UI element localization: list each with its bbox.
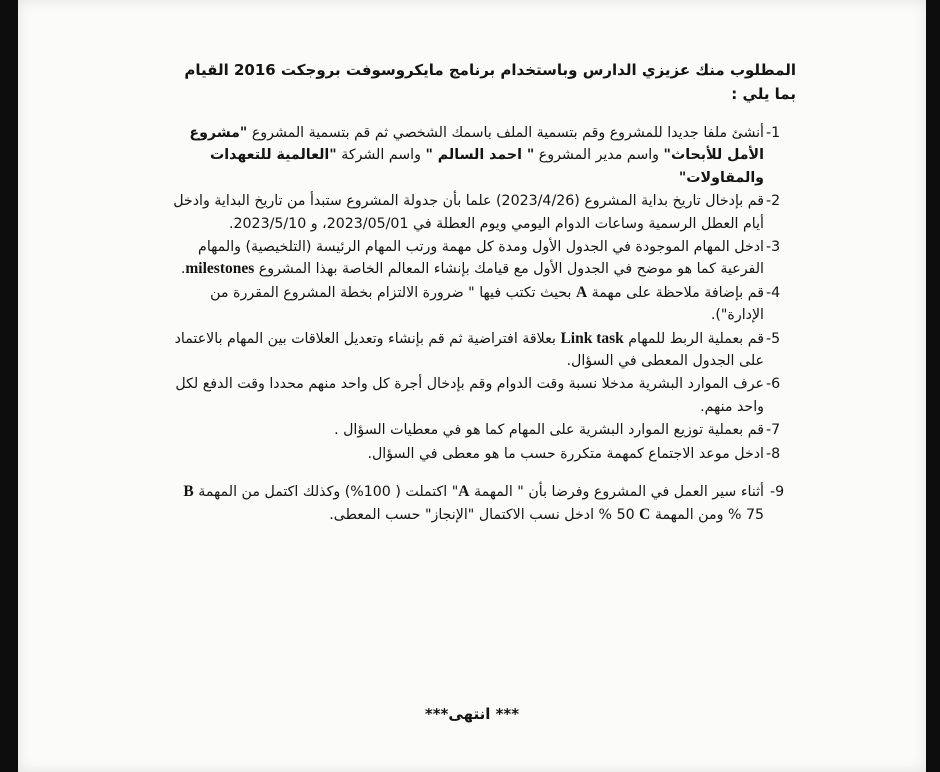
task-text: قم بإدخال تاريخ بداية المشروع (2023/4/26) علما بأن جدولة المشروع ستبدأ من تاريخ البداية وادخل أيام العطل الرسمية وساعات الدوام اليومي ويوم العطلة في 2023/05/01، و 2023/5/10. <box>173 193 764 232</box>
task-item-1 <box>166 122 796 189</box>
task-number: -1 <box>766 125 781 141</box>
project-name: "مشروع الأمل للأبحاث" <box>189 125 764 164</box>
document-body <box>166 58 796 527</box>
task-item-7 <box>166 419 796 441</box>
task-text: بحيث تكتب فيها " ضرورة الالتزام بخطة المشروع المقررة من الإدارة"). <box>210 284 764 324</box>
task-text: ادخل موعد الاجتماع كمهمة متكررة حسب ما هو معطى في السؤال. <box>367 445 764 462</box>
intro-paragraph: المطلوب منك عزيزي الدارس وباستخدام برنامج مايكروسوفت بروجكت 2016 القيام بما يلي : <box>184 61 796 103</box>
task-number: -6 <box>766 376 781 393</box>
company-name: "العالمية للتعهدات والمقاولات" <box>210 147 764 186</box>
task-item-3 <box>166 236 796 281</box>
task-item-5 <box>166 328 796 373</box>
task-item-9 <box>166 481 796 526</box>
task-text: بعلاقة افتراضية ثم قم بإنشاء وتعديل العلاقات بين المهام بالاعتماد على الجدول المعطى في السؤال. <box>174 330 764 370</box>
task-text: واسم مدير المشروع <box>534 147 664 164</box>
task-text: قم بعملية توزيع الموارد البشرية على المهام كما هو في معطيات السؤال . <box>334 422 764 439</box>
task-text: 50 % ادخل نسب الاكتمال "الإنجاز" حسب المعطى. <box>329 506 640 523</box>
task-number: -5 <box>766 330 781 347</box>
task-text: 75 % ومن المهمة <box>650 506 764 523</box>
manager-name: " احمد السالم " <box>425 147 535 164</box>
task-number: -8 <box>766 445 781 462</box>
task-item-8 <box>166 443 796 465</box>
task-text: أنشئ ملفا جديدا للمشروع وقم بتسمية الملف باسمك الشخصي ثم قم بتسمية المشروع <box>251 125 764 141</box>
task-letter-a: A <box>575 283 588 301</box>
task-letter-b: B <box>183 483 194 501</box>
task-text: قم بعملية الربط للمهام <box>623 330 764 347</box>
task-text: عرف الموارد البشرية مدخلا نسبة وقت الدوام وقم بإدخال أجرة كل واحد منهم محددا وقت الدفع لكل واحد منهم. <box>175 376 764 415</box>
task-text: قم بإضافة ملاحظة على مهمة <box>587 284 764 301</box>
task-number: -4 <box>766 284 781 301</box>
link-task-term: Link task <box>560 329 624 347</box>
document-page <box>18 0 926 772</box>
task-item-6 <box>166 373 796 418</box>
task-text: " اكتملت ( 100%) وكذلك اكتمل من المهمة <box>193 484 459 501</box>
task-list <box>166 122 796 526</box>
task-item-2 <box>166 190 796 235</box>
task-letter-c: C <box>639 505 651 523</box>
milestones-term: milestones <box>185 260 255 278</box>
task-number: -2 <box>766 193 781 210</box>
task-number: -9 <box>770 484 785 501</box>
task-item-4 <box>166 282 796 327</box>
task-text: . <box>180 261 186 278</box>
task-text: واسم الشركة <box>336 147 426 164</box>
task-number: -7 <box>766 422 781 439</box>
task-text: ادخل المهام الموجودة في الجدول الأول ومدة كل مهمة ورتب المهام الرئيسة (التلخيصية) والمهام الفرعية كما هو موضح في الجدول الأول مع قيامك بإنشاء المعالم الخاصة بهذا المشروع <box>198 239 764 278</box>
task-number: -3 <box>766 239 781 256</box>
end-note: *** انتهى*** <box>424 705 520 723</box>
task-letter-a: A <box>458 483 470 501</box>
task-text: أثناء سير العمل في المشروع وفرضا بأن " المهمة <box>469 484 764 501</box>
